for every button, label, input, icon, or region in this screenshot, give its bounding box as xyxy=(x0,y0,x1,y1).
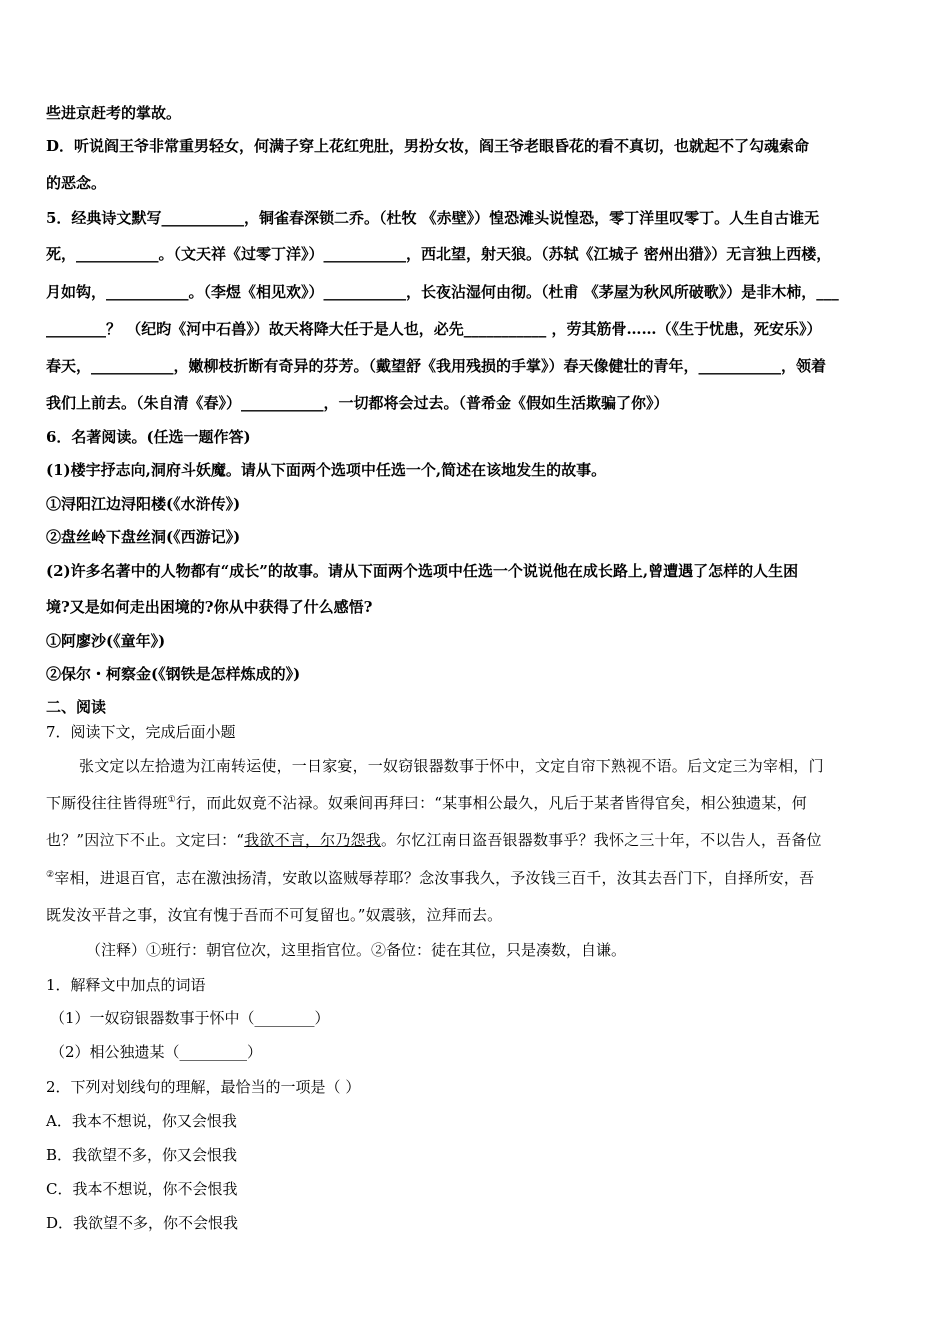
option-c-continuation: 些进京赶考的掌故。 xyxy=(46,104,182,122)
passage-text: 下厮役往往皆得班 xyxy=(46,794,168,812)
passage-notes: （注释）①班行：朝官位次，这里指官位。②备位：徒在其位，只是凑数，自谦。 xyxy=(86,941,627,959)
footnote-marker-1: ① xyxy=(167,795,176,805)
q6-part2-prompt-2: 境?又是如何走出困境的?你从中获得了什么感悟? xyxy=(46,598,373,616)
choice-b: B．我欲望不多，你又会恨我 xyxy=(46,1146,238,1164)
q7-1-item-2: （2）相公独遗某（_________） xyxy=(50,1043,263,1061)
q5-line-6: 我们上前去。（朱自清《春》）___________，一切都将会过去。（普希金《假如生活欺骗了你》） xyxy=(46,394,669,412)
passage-text: 行，而此奴竟不沾禄。奴乘间再拜曰：“某事相公最久，凡后于某者皆得官矣，相公独遗某，何 xyxy=(175,794,807,812)
choice-a: A．我本不想说，你又会恨我 xyxy=(46,1112,237,1130)
passage-line-1: 张文定以左拾遗为江南转运使，一日家宴，一奴窃银器数事于怀中，文定自帘下熟视不语。后文定三为宰相，门 xyxy=(79,757,824,775)
q6-title: 6．名著阅读。(任选一题作答) xyxy=(46,428,251,446)
underlined-sentence: 我欲不言，尔乃怨我 xyxy=(244,831,381,849)
option-d-line-1: D．听说阎王爷非常重男轻女，何满子穿上花红兜肚，男扮女妆，阎王爷老眼昏花的看不真切，也就起不了勾魂索命 xyxy=(46,137,810,155)
passage-line-2 xyxy=(46,793,807,813)
q6-part1-prompt: (1)楼宇抒志向,洞府斗妖魔。请从下面两个选项中任选一个,简述在该地发生的故事。 xyxy=(46,461,607,479)
passage-text: 。尔忆江南日盗吾银器数事乎？我怀之三十年，不以告人，吾备位 xyxy=(380,831,822,849)
option-d-line-2: 的恶念。 xyxy=(46,174,107,192)
passage-text: 也？”因泣下不止。文定曰：“ xyxy=(46,831,245,849)
choice-d: D．我欲望不多，你不会恨我 xyxy=(46,1214,239,1232)
q6-part1-option2: ②盘丝岭下盘丝洞(《西游记》) xyxy=(46,528,241,546)
q5-line-3: 月如钩，___________。（李煜《相见欢》）___________，长夜沾湿何由彻。（杜甫 《茅屋为秋风所破歌》）是非木柿，___ xyxy=(46,283,839,301)
q5-line-4: ________？ （纪昀《河中石兽》）故天将降大任于是人也，必先___________ ，劳其筋骨……（《生于忧患，死安乐》） xyxy=(46,320,822,338)
passage-line-4 xyxy=(46,868,814,888)
passage-line-3 xyxy=(46,830,822,850)
q5-line-5: 春天，___________，嫩柳枝折断有奇异的芬芳。（戴望舒《我用残损的手掌》）春天像健壮的青年，___________，领着 xyxy=(46,357,827,375)
q7-title: 7．阅读下文，完成后面小题 xyxy=(46,723,236,741)
q5-line-1: 5．经典诗文默写___________，铜雀春深锁二乔。（杜牧 《赤壁》）惶恐滩头说惶恐，零丁洋里叹零丁。人生自古谁无 xyxy=(46,209,820,227)
q5-line-2: 死，___________。（文天祥《过零丁洋》）___________，西北望，射天狼。（苏轼《江城子 密州出猎》）无言独上西楼， xyxy=(46,245,832,263)
q6-part2-option2: ②保尔・柯察金(《钢铁是怎样炼成的》) xyxy=(46,665,301,683)
q6-part2-option1: ①阿廖沙(《童年》) xyxy=(46,632,166,650)
q7-1-item-1: （1）一奴窃银器数事于怀中（________） xyxy=(50,1009,330,1027)
passage-line-5: 既发汝平昔之事，汝宜有愧于吾而不可复留也。”奴震骇，泣拜而去。 xyxy=(46,906,503,924)
q7-2-title: 2．下列对划线句的理解，最恰当的一项是（ ） xyxy=(46,1078,361,1096)
q6-part2-prompt-1: (2)许多名著中的人物都有“成长”的故事。请从下面两个选项中任选一个说说他在成长路上,曾遭遇了怎样的人生困 xyxy=(46,562,799,580)
passage-text: 宰相，进退百官，志在激浊扬清，安敢以盗贼辱荐耶？念汝事我久，予汝钱三百千，汝其去吾门下，自择所安，吾 xyxy=(54,869,815,887)
q7-1-title: 1．解释文中加点的词语 xyxy=(46,976,206,994)
q6-part1-option1: ①浔阳江边浔阳楼(《水浒传》) xyxy=(46,495,241,513)
choice-c: C．我本不想说，你不会恨我 xyxy=(46,1180,238,1198)
footnote-marker-2: ② xyxy=(46,870,55,880)
section-heading-reading: 二、阅读 xyxy=(46,698,107,716)
